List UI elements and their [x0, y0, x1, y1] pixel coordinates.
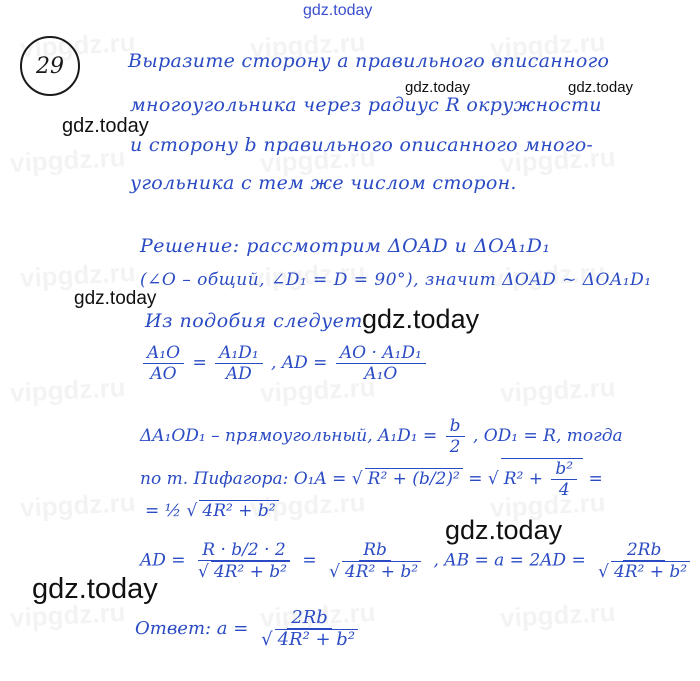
task-line-4: угольника с тем же числом сторон.	[130, 172, 517, 194]
radicand: R² + (b/2)²	[365, 468, 463, 489]
fraction	[594, 540, 694, 582]
fraction-denominator	[594, 561, 694, 582]
watermark-text	[19, 487, 136, 524]
site-watermark-top: gdz.today	[303, 2, 373, 19]
watermark-text	[499, 372, 616, 409]
radicand: 4R² + b²	[211, 561, 290, 582]
radicand: 4R² + b²	[199, 500, 278, 521]
sqrt-icon: √	[186, 501, 198, 521]
fraction	[143, 343, 184, 384]
radicand-lead: R² +	[503, 469, 543, 489]
fraction-numerator: b²	[551, 459, 577, 480]
site-watermark: gdz.today	[568, 79, 634, 96]
fraction-numerator: b	[446, 416, 465, 437]
solution-line-1: Решение: рассмотрим ΔOAD и ΔOA₁D₁	[140, 235, 551, 257]
ad-lead: AD =	[140, 550, 186, 571]
fraction	[257, 608, 362, 650]
sqrt-icon: √	[329, 562, 340, 582]
equals-sign: =	[468, 469, 483, 489]
site-watermark: gdz.today	[445, 515, 563, 545]
watermark-text	[499, 597, 616, 634]
radicand: 4R² + b²	[275, 629, 358, 650]
equals-sign: =	[588, 469, 603, 489]
task-line-1: Выразите сторону a правильного вписанного	[128, 50, 610, 72]
fraction-denominator: 2	[449, 437, 461, 457]
triangle-line	[140, 416, 623, 457]
sqrt-icon: √	[487, 469, 499, 489]
site-watermark: gdz.today	[405, 79, 471, 96]
sqrt-icon: √	[598, 562, 609, 582]
half-coefficient: = ½	[145, 501, 182, 521]
fraction-numerator: A₁D₁	[215, 343, 263, 364]
fraction	[446, 416, 465, 457]
fraction-denominator	[194, 561, 294, 582]
triangle-text: ΔA₁OD₁ – прямоугольный, A₁D₁ =	[140, 426, 438, 446]
fraction-denominator: 4	[558, 480, 570, 500]
task-number: 29	[20, 36, 80, 96]
fraction	[325, 540, 425, 582]
fraction	[551, 459, 577, 500]
fraction-denominator: A₁O	[364, 364, 398, 384]
fraction-denominator: AD	[225, 364, 252, 384]
simplified-root	[145, 500, 279, 521]
ab-equation: , AB = a = 2AD =	[433, 550, 586, 571]
watermark-text	[9, 372, 126, 409]
triangle-tail: , OD₁ = R, тогда	[472, 426, 623, 446]
site-watermark: gdz.today	[32, 573, 158, 605]
fraction-denominator: AO	[150, 364, 177, 384]
sqrt-icon: √	[261, 629, 273, 650]
sqrt-icon: √	[197, 562, 209, 582]
site-watermark: gdz.today	[362, 304, 480, 334]
answer-line	[135, 608, 365, 650]
sqrt-icon: √	[351, 469, 363, 489]
fraction	[194, 540, 294, 582]
fraction-denominator	[325, 561, 425, 582]
site-watermark: gdz.today	[74, 288, 157, 309]
solution-line-2: (∠O – общий, ∠D₁ = D = 90°), значит ΔOAD ~ ΔOA₁D₁	[140, 270, 652, 290]
radicand: 4R² + b²	[611, 561, 690, 582]
ad-ab-line	[140, 540, 697, 582]
fraction	[336, 343, 426, 384]
radicand	[501, 458, 583, 500]
solution-line-3: Из подобия следует	[145, 310, 363, 332]
watermark-text	[9, 142, 126, 179]
equals-sign: =	[302, 550, 317, 571]
fraction-numerator: 2Rb	[623, 540, 666, 561]
pythagoras-text: по т. Пифагора: O₁A =	[140, 469, 347, 489]
fraction-numerator: R · b/2 · 2	[198, 540, 289, 561]
fraction	[215, 343, 263, 384]
answer-lead: Ответ: a =	[135, 618, 249, 639]
fraction-numerator: A₁O	[143, 343, 184, 364]
ad-label: , AD =	[271, 353, 328, 373]
radicand: 4R² + b²	[342, 561, 421, 582]
equals-sign: =	[192, 353, 207, 373]
fraction-numerator: AO · A₁D₁	[336, 343, 426, 364]
task-line-3: и сторону b правильного описанного много-	[130, 134, 594, 156]
fraction-denominator	[257, 629, 362, 650]
fraction-numerator: Rb	[359, 540, 391, 561]
proportion-equation	[140, 343, 429, 384]
pythagoras-line	[140, 458, 603, 500]
task-line-2: многоугольника через радиус R окружности	[130, 94, 602, 116]
site-watermark: gdz.today	[62, 115, 149, 137]
fraction-numerator: 2Rb	[287, 608, 332, 629]
